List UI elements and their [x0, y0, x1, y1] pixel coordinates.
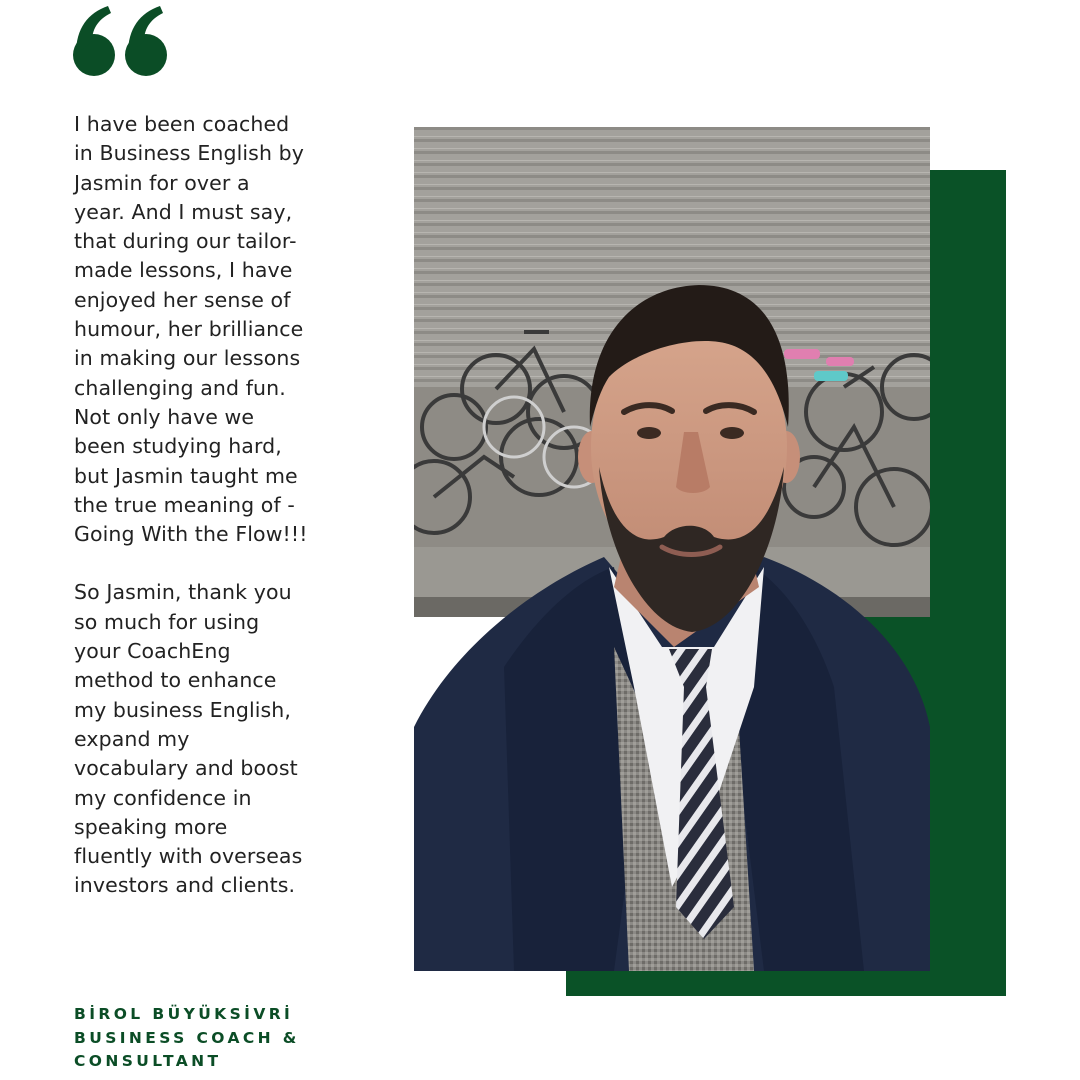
author-name-and-title: BİROL BÜYÜKSİVRİ BUSINESS COACH & CONSULTANT: [74, 1005, 300, 1070]
quote-mark-icon: [72, 4, 172, 80]
testimonial-text: [74, 110, 324, 901]
testimonial-paragraph-1: I have been coached in Business English by Jasmin for over a year. And I must say, that during our tailor- made lessons, I have enjoyed her sense of humour, her brilliance in making our lessons challenging and fun. Not only have we been studying hard, but Jasmin taught me the true meaning of - Going With the Flow!!!: [74, 112, 308, 547]
testimonial-paragraph-2: So Jasmin, thank you so much for using your CoachEng method to enhance my business English, expand my vocabulary and boost my confidence in speaking more fluently with overseas investors and clients.: [74, 580, 303, 898]
portrait-photo: [414, 127, 930, 971]
